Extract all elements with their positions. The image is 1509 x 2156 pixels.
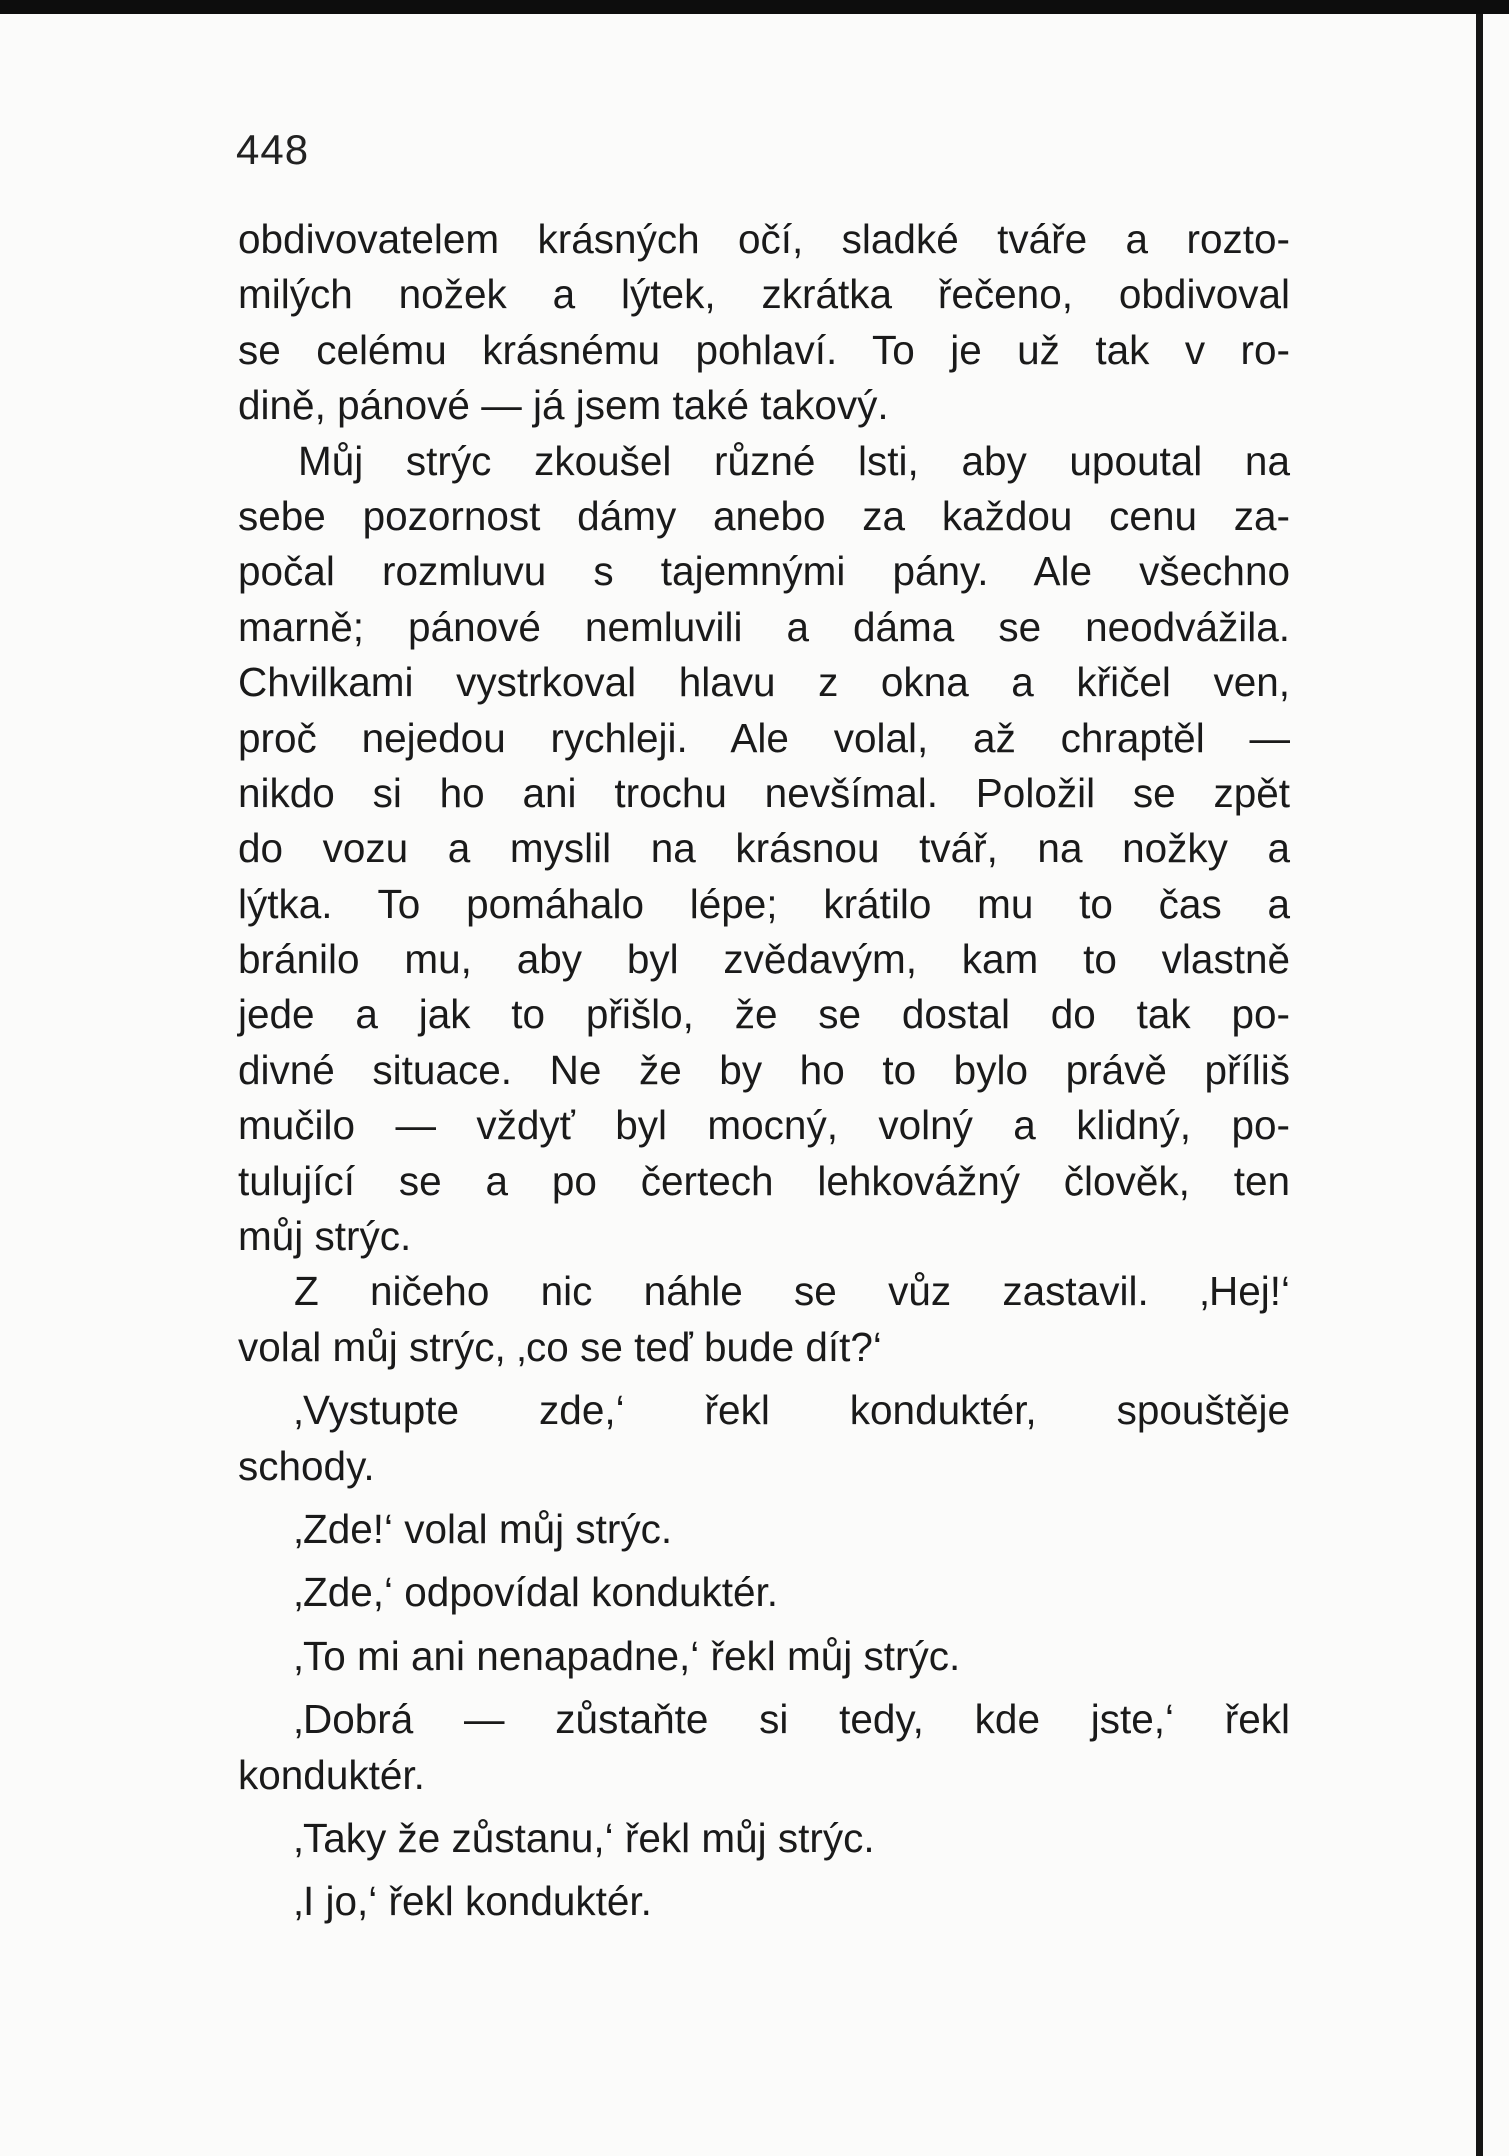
text-line: divné situace. Ne že by ho to bylo právě příliš <box>238 1046 1290 1093</box>
text-line: mučilo — vždyť byl mocný, volný a klidný, po- <box>238 1102 1290 1149</box>
text-line: Můj strýc zkoušel různé lsti, aby upoutal na <box>298 437 1290 484</box>
text-line: ‚Zde,‘ odpovídal konduktér. <box>294 1569 779 1616</box>
text-line: ‚I jo,‘ řekl konduktér. <box>294 1878 652 1925</box>
text-line: počal rozmluvu s tajemnými pány. Ale všechno <box>238 548 1290 595</box>
text-line: se celému krásnému pohlaví. To je už tak v ro- <box>238 326 1290 373</box>
text-line: schody. <box>238 1442 375 1489</box>
text-line: Z ničeho nic náhle se vůz zastavil. ‚Hej!‘ <box>294 1268 1290 1315</box>
text-line: Chvilkami vystrkoval hlavu z okna a křičel ven, <box>238 659 1290 706</box>
text-line: bránilo mu, aby byl zvědavým, kam to vlastně <box>238 936 1290 983</box>
text-line: jede a jak to přišlo, že se dostal do tak po- <box>238 991 1290 1038</box>
body-text <box>238 212 1290 1930</box>
text-line: ‚Zde!‘ volal můj strýc. <box>294 1505 673 1552</box>
text-line: můj strýc. <box>238 1213 412 1260</box>
text-line: ‚Taky že zůstanu,‘ řekl můj strýc. <box>294 1814 875 1861</box>
text-line: nikdo si ho ani trochu nevšímal. Položil se zpět <box>238 769 1290 816</box>
text-line: milých nožek a lýtek, zkrátka řečeno, obdivoval <box>238 271 1290 318</box>
text-line: lýtka. To pomáhalo lépe; krátilo mu to čas a <box>238 880 1290 927</box>
text-line: ‚Dobrá — zůstaňte si tedy, kde jste,‘ řekl <box>294 1696 1290 1743</box>
page-number: 448 <box>236 126 310 173</box>
text-line: konduktér. <box>238 1751 425 1798</box>
text-line: ‚Vystupte zde,‘ řekl konduktér, spouštěje <box>294 1387 1290 1434</box>
text-line: ‚To mi ani nenapadne,‘ řekl můj strýc. <box>294 1632 961 1679</box>
text-line: obdivovatelem krásných očí, sladké tváře a rozto- <box>238 216 1290 262</box>
text-line: proč nejedou rychleji. Ale volal, až chraptěl — <box>238 714 1290 761</box>
text-line: marně; pánové nemluvili a dáma se neodvážila. <box>238 603 1290 650</box>
text-line: tulující se a po čertech lehkovážný člověk, ten <box>238 1157 1290 1204</box>
text-line: volal můj strýc, ‚co se teď bude dít?‘ <box>238 1323 882 1370</box>
text-line: sebe pozornost dámy anebo za každou cenu za- <box>238 492 1290 539</box>
text-line: do vozu a myslil na krásnou tvář, na nožky a <box>238 825 1290 872</box>
text-line: dině, pánové — já jsem také takový. <box>238 382 889 429</box>
page-edge-shadow <box>1476 14 1483 2156</box>
